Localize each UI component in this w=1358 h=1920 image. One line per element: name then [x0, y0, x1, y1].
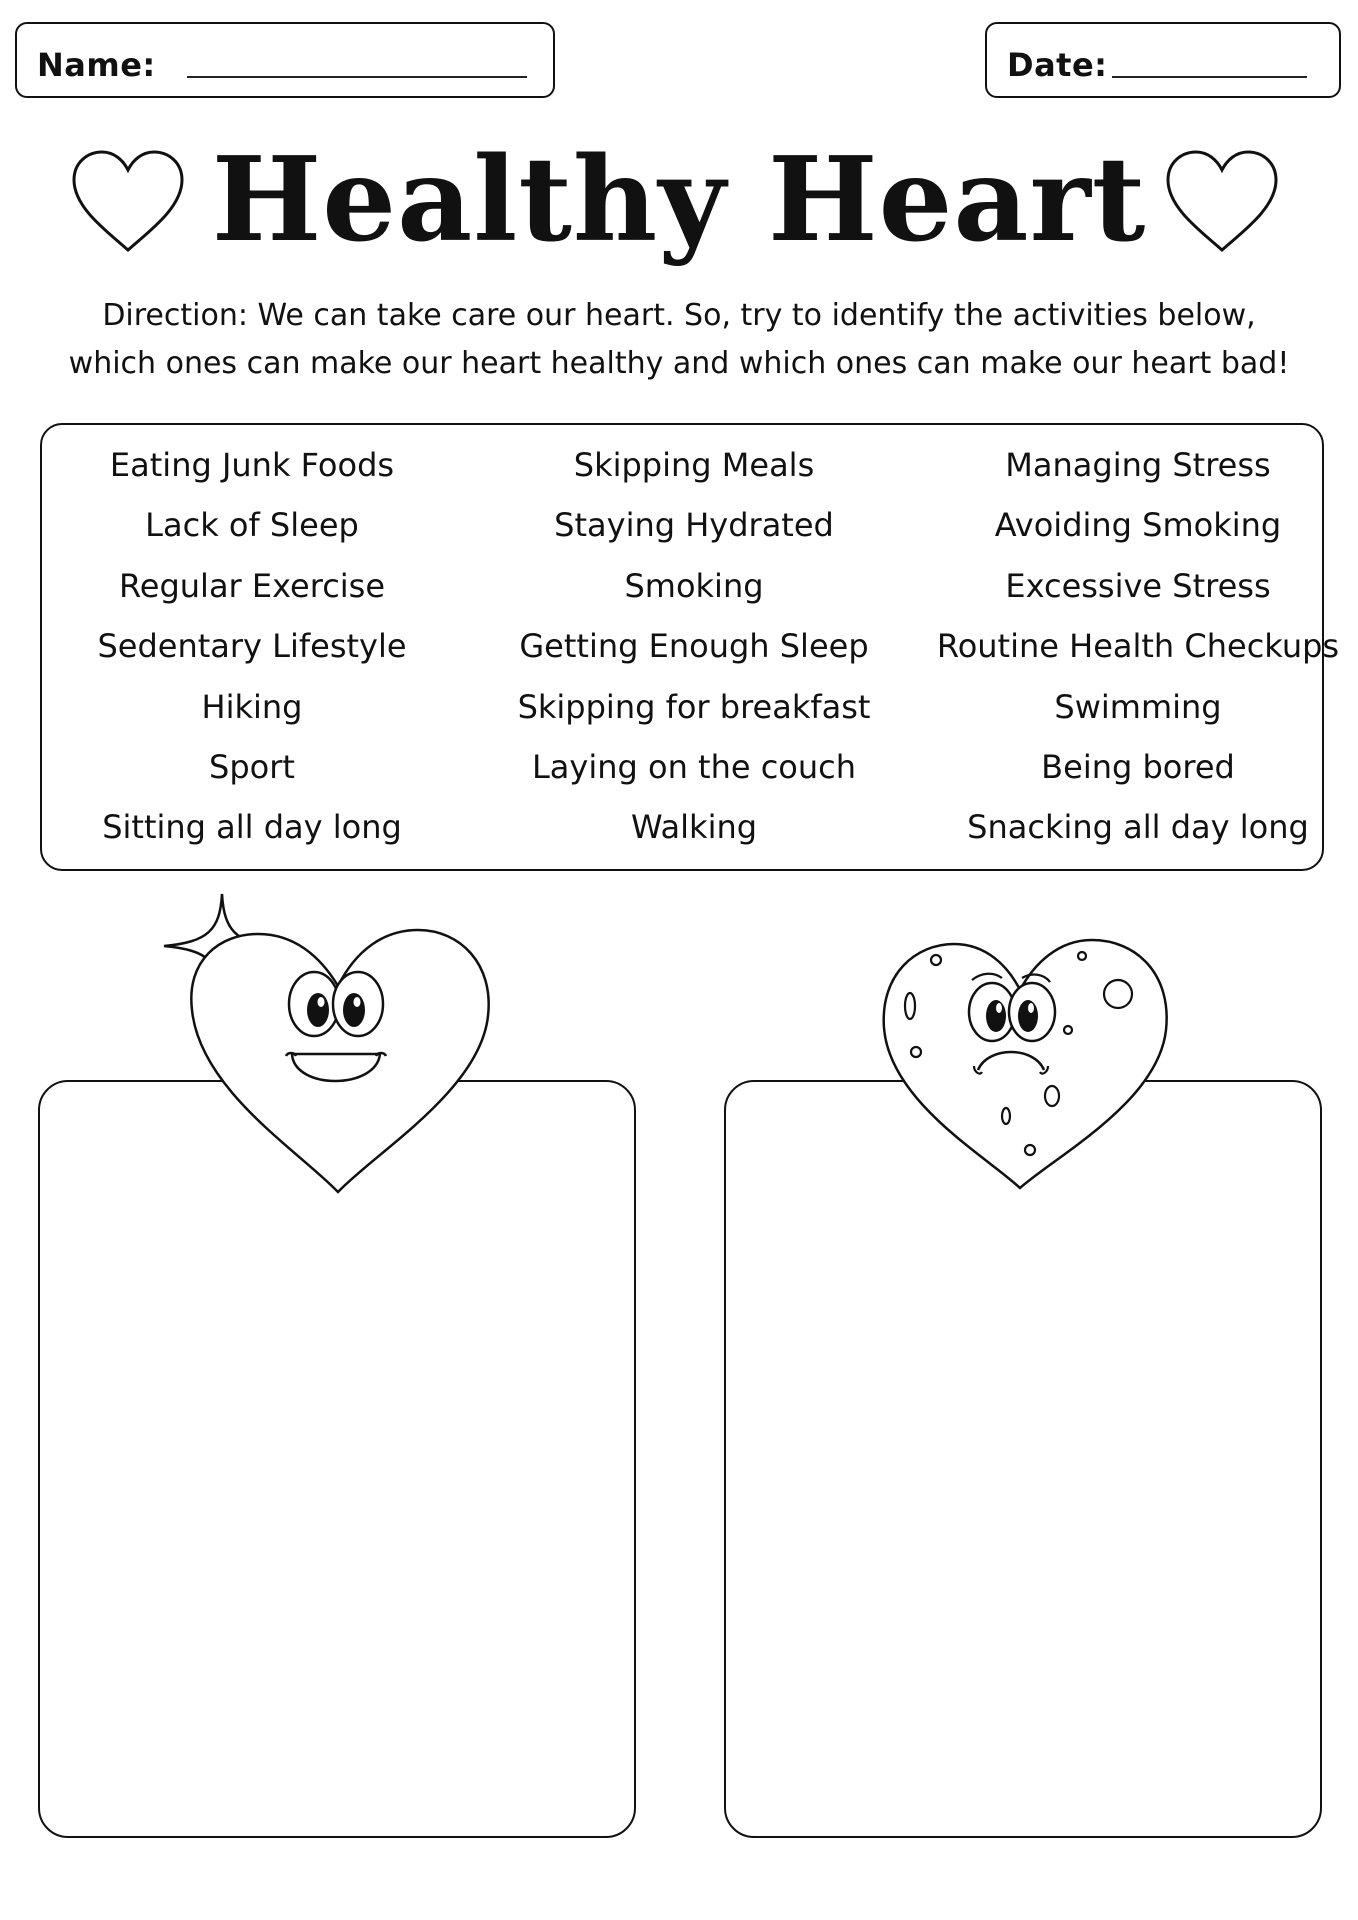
activity-item: Walking — [630, 808, 758, 847]
activity-item: Managing Stress — [1005, 446, 1271, 484]
directions-line-2: which ones can make our heart healthy and which ones can make our heart bad! — [68, 346, 1290, 381]
activity-item: Staying Hydrated — [554, 506, 834, 545]
activity-item: Regular Exercise — [118, 566, 386, 605]
date-label: Date: — [1007, 46, 1108, 84]
activity-item: Swimming — [1054, 687, 1222, 726]
activity-item: Sedentary Lifestyle — [97, 627, 407, 666]
activity-item: Sport — [209, 747, 295, 786]
activity-item: Sitting all day long — [102, 808, 402, 847]
happy-heart-icon — [160, 890, 500, 1200]
activity-item: Skipping for breakfast — [517, 687, 871, 726]
directions-text — [60, 292, 1298, 388]
activities-column-3 — [918, 437, 1358, 860]
activities-column-2 — [474, 437, 914, 860]
activity-item: Eating Junk Foods — [109, 446, 395, 484]
activity-item: Getting Enough Sleep — [519, 627, 869, 666]
page-title: Healthy Heart — [211, 132, 1147, 268]
directions-line-1: Direction: We can take care our heart. So, try to identify the activities below, — [102, 298, 1256, 333]
activity-item: Smoking — [624, 566, 764, 605]
activity-item: Being bored — [1041, 747, 1235, 786]
activities-word-bank — [40, 423, 1340, 871]
title-row — [0, 130, 1358, 270]
activity-item: Hiking — [201, 687, 303, 726]
date-field-box[interactable] — [985, 22, 1341, 98]
name-write-line[interactable] — [187, 76, 527, 78]
activity-item: Laying on the couch — [531, 747, 857, 786]
name-label: Name: — [37, 46, 156, 84]
activities-column-1 — [32, 437, 472, 860]
sad-heart-icon — [870, 930, 1180, 1194]
activity-item: Excessive Stress — [1005, 566, 1271, 605]
activity-item: Routine Health Checkups — [936, 627, 1340, 666]
name-field-box[interactable] — [15, 22, 555, 98]
date-write-line[interactable] — [1112, 76, 1307, 78]
activity-item: Avoiding Smoking — [994, 506, 1282, 545]
activity-item: Lack of Sleep — [145, 506, 359, 545]
heart-outline-icon — [1162, 148, 1282, 256]
activity-item: Snacking all day long — [967, 808, 1309, 847]
activity-item: Skipping Meals — [573, 446, 815, 484]
